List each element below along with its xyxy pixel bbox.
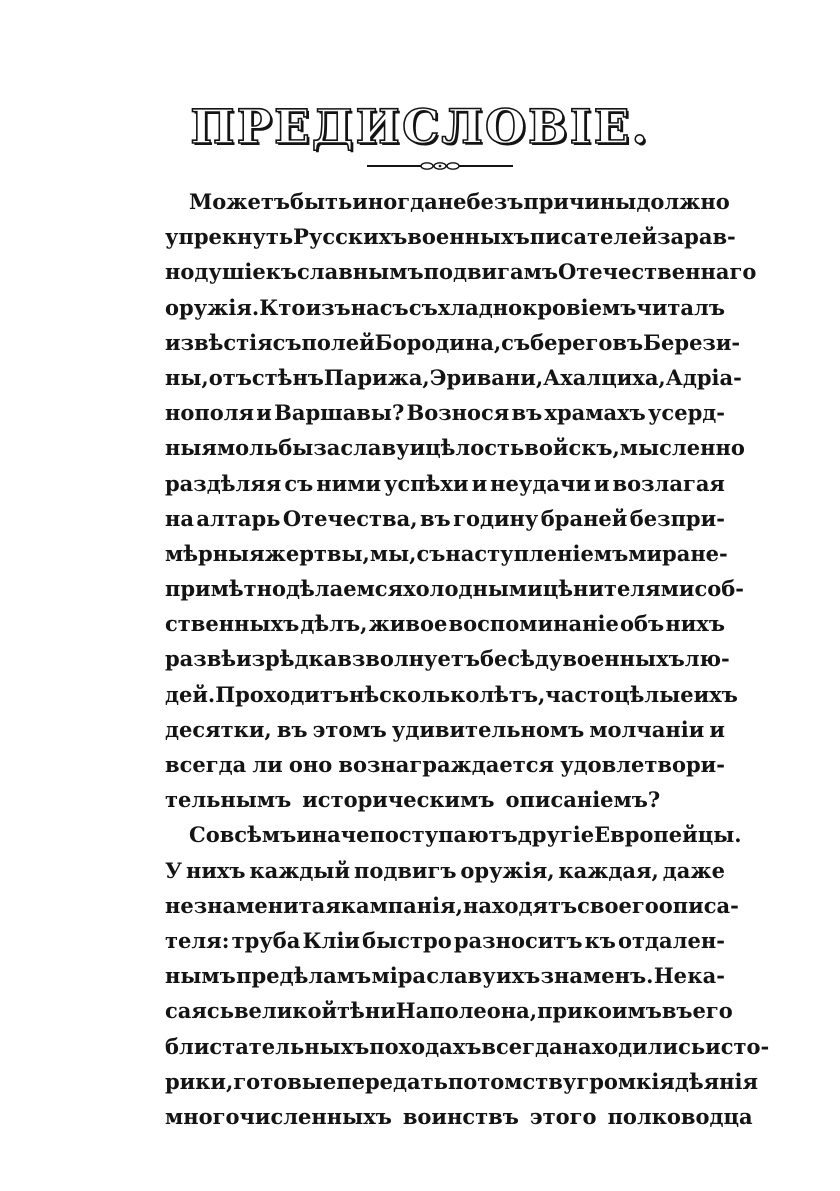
word: въ xyxy=(419,505,451,531)
word: причины xyxy=(523,189,637,214)
word: всегда xyxy=(165,752,247,777)
word: живое xyxy=(368,611,448,637)
text-line xyxy=(165,677,738,712)
word: Можетъ xyxy=(189,189,290,214)
word: исто- xyxy=(705,1033,770,1059)
word: цѣлые xyxy=(614,681,694,707)
text-line xyxy=(165,466,725,501)
word: мы, xyxy=(369,540,417,566)
word: взволнуетъ xyxy=(337,646,480,672)
text-line xyxy=(165,606,725,641)
word: успѣхи xyxy=(384,470,469,496)
word: ли xyxy=(252,752,283,777)
word: военныхъ xyxy=(407,224,530,250)
text-line xyxy=(165,395,725,430)
word: нѣсколько xyxy=(349,681,480,707)
word: дѣлъ, xyxy=(300,611,368,637)
word: развѣ xyxy=(165,646,237,672)
word: оно xyxy=(288,752,333,777)
word: дѣянія xyxy=(674,1068,758,1094)
word: и xyxy=(593,470,610,496)
word: другіе xyxy=(517,822,595,848)
word: ихъ xyxy=(693,681,738,707)
text-line xyxy=(165,290,725,325)
word: писателей xyxy=(529,224,658,250)
word: жертвы, xyxy=(264,540,370,566)
word: своего xyxy=(577,892,659,918)
word: цѣлость xyxy=(425,435,525,461)
word: и xyxy=(471,470,488,496)
word: подвигамъ xyxy=(423,259,558,285)
text-line xyxy=(165,254,757,289)
word: Бородина, xyxy=(374,329,502,355)
word: за xyxy=(657,224,685,250)
word: славу xyxy=(340,435,410,461)
word: Адріа- xyxy=(665,364,742,390)
word: готовые xyxy=(233,1068,337,1094)
text-line xyxy=(165,993,733,1028)
word: Берези- xyxy=(643,329,741,355)
word: походахъ xyxy=(369,1033,482,1059)
text-line xyxy=(165,747,725,782)
word: при xyxy=(537,998,583,1024)
word: нодушіе xyxy=(165,259,266,285)
word: блистательныхъ xyxy=(165,1033,370,1059)
word: иногда xyxy=(352,189,438,214)
word: Русскихъ xyxy=(293,224,408,250)
word: читалъ xyxy=(636,294,725,320)
word: Отечества, xyxy=(282,505,418,531)
word: стѣнъ xyxy=(251,364,324,390)
text-line xyxy=(165,712,725,747)
word: не xyxy=(437,189,467,214)
word: за xyxy=(313,435,341,461)
word: коимъ xyxy=(582,998,662,1024)
word: мысленно xyxy=(619,435,745,461)
word: Отечественнаго xyxy=(557,259,757,285)
word: съ xyxy=(501,329,531,355)
word: безъ xyxy=(466,189,524,214)
word: неудачи xyxy=(490,470,591,496)
word: нихъ xyxy=(665,611,725,637)
text-line xyxy=(165,1029,770,1064)
word: извѣстія xyxy=(165,329,273,355)
word: ны, xyxy=(165,364,209,390)
text-line xyxy=(165,325,741,360)
word: ственныхъ xyxy=(165,611,300,637)
word: не- xyxy=(690,540,728,566)
word: историческимъ xyxy=(302,787,495,813)
word: часто xyxy=(545,681,615,707)
word: многочисленныхъ xyxy=(165,1103,392,1129)
word: дѣлаемся xyxy=(286,576,404,602)
word: этомъ xyxy=(312,716,387,742)
word: Кліи xyxy=(302,927,360,953)
word: лѣтъ, xyxy=(479,681,546,707)
word: усерд- xyxy=(647,400,725,426)
word: даже xyxy=(662,857,725,883)
word: Кто xyxy=(259,294,306,320)
word: раздѣляя xyxy=(165,470,282,496)
word: мѣрныя xyxy=(165,540,265,566)
text-line xyxy=(165,782,725,817)
word: военныхъ xyxy=(562,646,685,672)
word: къ xyxy=(265,259,298,285)
word: цѣнителями xyxy=(542,576,695,602)
word: находятъ xyxy=(462,892,578,918)
word: къ xyxy=(584,927,616,953)
text-line xyxy=(165,853,725,888)
word: удовлетвори- xyxy=(560,752,725,777)
word: холодными xyxy=(403,576,543,602)
word: объ xyxy=(620,611,665,637)
word: безпри- xyxy=(629,505,725,531)
text-line xyxy=(165,501,725,536)
word: кампанія, xyxy=(340,892,463,918)
word: возлагая xyxy=(612,470,725,496)
word: съ xyxy=(272,329,302,355)
word: въ xyxy=(276,716,308,742)
ornamental-divider-icon xyxy=(365,160,515,172)
text-line xyxy=(165,1064,758,1099)
word: Европейцы. xyxy=(594,822,742,848)
word: бесѣду xyxy=(479,646,563,672)
word: насъ xyxy=(350,294,409,320)
word: тельнымъ xyxy=(165,787,292,813)
word: каждая, xyxy=(558,857,659,883)
word: теля: xyxy=(165,927,230,953)
word: потомству xyxy=(447,1068,577,1094)
word: браней xyxy=(540,505,628,531)
word: подвигъ xyxy=(353,857,457,883)
page-title: ПРЕДИСЛОВІЕ. xyxy=(190,100,650,155)
word: нополя xyxy=(165,400,255,426)
word: тѣни xyxy=(337,998,396,1024)
word: изрѣдка xyxy=(236,646,338,672)
word: Парижа, xyxy=(323,364,430,390)
word: упрекнуть xyxy=(165,224,294,250)
word: поступаютъ xyxy=(369,822,518,848)
text-line xyxy=(165,641,730,676)
word: Эривани, xyxy=(429,364,544,390)
word: храмахъ xyxy=(544,400,646,426)
word: всегда xyxy=(481,1033,563,1059)
word: береговъ xyxy=(530,329,644,355)
text-line xyxy=(165,219,736,254)
text-line xyxy=(165,571,744,606)
word: Ахалциха, xyxy=(543,364,666,390)
word: примѣтно xyxy=(165,576,287,602)
word: Наполеона, xyxy=(395,998,538,1024)
text-line xyxy=(165,360,742,395)
word: десятки, xyxy=(165,716,272,742)
word: и xyxy=(256,400,272,426)
word: съ xyxy=(416,540,446,566)
word: славнымъ xyxy=(297,259,424,285)
word: на xyxy=(165,505,194,531)
word: мира xyxy=(628,540,691,566)
text-line xyxy=(165,958,725,993)
word: нихъ xyxy=(185,857,246,883)
word: быть xyxy=(289,189,353,214)
word: соб- xyxy=(694,576,744,602)
word: дей. xyxy=(165,681,216,707)
word: ними xyxy=(316,470,382,496)
word: удивительномъ xyxy=(391,716,585,742)
word: описаніемъ? xyxy=(505,787,661,813)
word: оружія, xyxy=(460,857,555,883)
word: незнаменитая xyxy=(165,892,341,918)
word: молчаніи xyxy=(589,716,705,742)
word: вознаграждается xyxy=(338,752,555,777)
word: рики, xyxy=(165,1068,234,1094)
word: ихъ xyxy=(496,963,541,989)
word: славу xyxy=(426,963,496,989)
word: съ xyxy=(408,294,438,320)
word: мольбы xyxy=(216,435,314,461)
word: изъ xyxy=(305,294,351,320)
word: каждый xyxy=(249,857,351,883)
word: Совсѣмъ xyxy=(189,822,297,848)
word: предѣламъ xyxy=(236,963,372,989)
word: Не xyxy=(653,963,688,989)
word: Варшавы? xyxy=(274,400,405,426)
word: ныя xyxy=(165,435,217,461)
word: и xyxy=(409,435,426,461)
word: міра xyxy=(371,963,427,989)
word: отъ xyxy=(208,364,252,390)
word: его xyxy=(692,998,733,1024)
text-line xyxy=(165,430,745,465)
word: великой xyxy=(233,998,338,1024)
word: съ xyxy=(284,470,314,496)
word: разноситъ xyxy=(453,927,583,953)
word: полей xyxy=(301,329,375,355)
word: годину xyxy=(453,505,539,531)
word: должно xyxy=(636,189,730,214)
word: У xyxy=(165,857,183,883)
word: алтарь xyxy=(196,505,281,531)
word: знаменъ. xyxy=(540,963,654,989)
word: иначе xyxy=(296,822,370,848)
word: описа- xyxy=(658,892,739,918)
word: войскъ, xyxy=(524,435,620,461)
word: рав- xyxy=(684,224,736,250)
word: саясь xyxy=(165,998,234,1024)
word: быстро xyxy=(362,927,452,953)
text-line xyxy=(165,817,742,852)
text-line xyxy=(165,184,730,219)
text-line xyxy=(165,1099,753,1134)
text-line xyxy=(165,888,739,923)
body-text xyxy=(165,184,770,1134)
word: находились xyxy=(562,1033,706,1059)
word: лю- xyxy=(684,646,730,672)
word: этого xyxy=(529,1103,597,1129)
word: въ xyxy=(661,998,693,1024)
word: въ xyxy=(511,400,543,426)
word: воспоминаніе xyxy=(448,611,619,637)
word: отдален- xyxy=(618,927,725,953)
word: и xyxy=(709,716,725,742)
word: наступленіемъ xyxy=(445,540,629,566)
word: воинствъ xyxy=(402,1103,519,1129)
word: полководца xyxy=(607,1103,753,1129)
word: передать xyxy=(336,1068,448,1094)
word: хладнокровіемъ xyxy=(437,294,637,320)
word: Проходитъ xyxy=(215,681,349,707)
word: оружія. xyxy=(165,294,260,320)
word: громкія xyxy=(576,1068,675,1094)
text-line xyxy=(165,536,728,571)
text-line xyxy=(165,923,725,958)
word: ка- xyxy=(687,963,725,989)
word: Возноcя xyxy=(406,400,510,426)
word: труба xyxy=(231,927,301,953)
word: нымъ xyxy=(165,963,236,989)
